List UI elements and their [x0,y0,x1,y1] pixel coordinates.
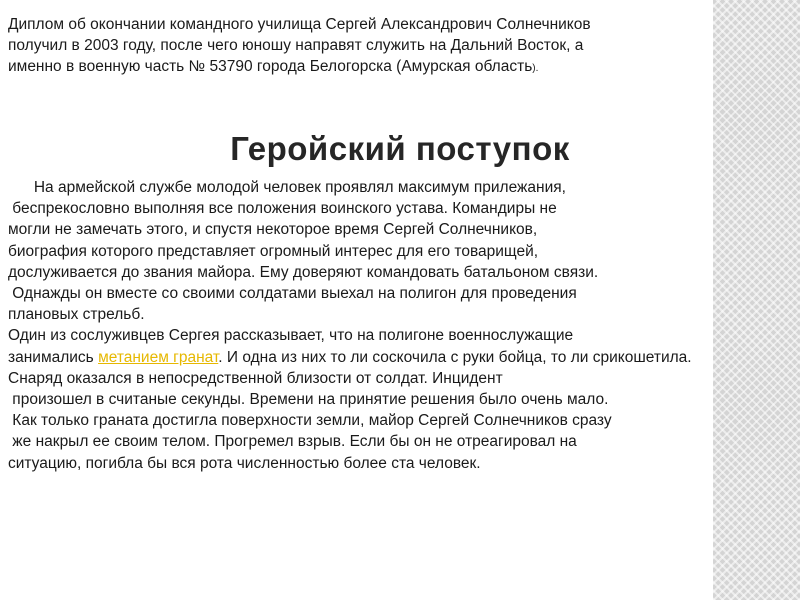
body-line: плановых стрельб. [8,306,145,324]
body-line: Как только граната достигла поверхности земли, майор Сергей Солнечников сразу [8,412,612,430]
slide-heading [0,130,800,168]
intro-paragraph [8,14,591,79]
heading-text: Геройский поступок [230,130,570,167]
link-suffix: . И одна из них то ли соскочила с руки бойца, то ли срикошетила. [218,348,692,366]
link-prefix: занимались [8,348,99,366]
intro-line [8,56,591,79]
body-line: Один из сослуживцев Сергея рассказывает, что на полигоне военнослужащие [8,327,574,345]
grenade-throwing-link[interactable]: метанием гранат [98,348,219,366]
body-line: Однажды он вместе со своими солдатами выехал на полигон для проведения [8,285,577,303]
body-line: произошел в считаные секунды. Времени на принятие решения было очень мало. [8,391,609,409]
body-line: ситуацию, погибла бы вся рота численностью более ста человек. [8,454,481,472]
intro-line-text: именно в военную часть № 53790 города Белогорска (Амурская область [8,58,533,75]
body-line: же накрыл ее своим телом. Прогремел взрыв. Если бы он не отреагировал на [8,433,577,451]
intro-line: получил в 2003 году, после чего юношу направят служить на Дальний Восток, а [8,37,584,54]
body-paragraph [8,177,692,474]
decorative-stripe [713,0,800,600]
body-line: дослуживается до звания майора. Ему доверяют командовать батальоном связи. [8,263,599,281]
body-line: На армейской службе молодой человек проявлял максимум прилежания, [8,179,566,196]
intro-tail: ). [532,63,539,74]
body-line: беспрекословно выполняя все положения воинского устава. Командиры не [8,200,557,218]
intro-line: Диплом об окончании командного училища Сергей Александрович Солнечников [8,16,591,33]
body-line: биография которого представляет огромный интерес для его товарищей, [8,242,539,260]
body-line: Снаряд оказался в непосредственной близости от солдат. Инцидент [8,369,503,387]
body-line-with-link [8,347,692,368]
body-line: могли не замечать этого, и спустя некоторое время Сергей Солнечников, [8,221,538,239]
